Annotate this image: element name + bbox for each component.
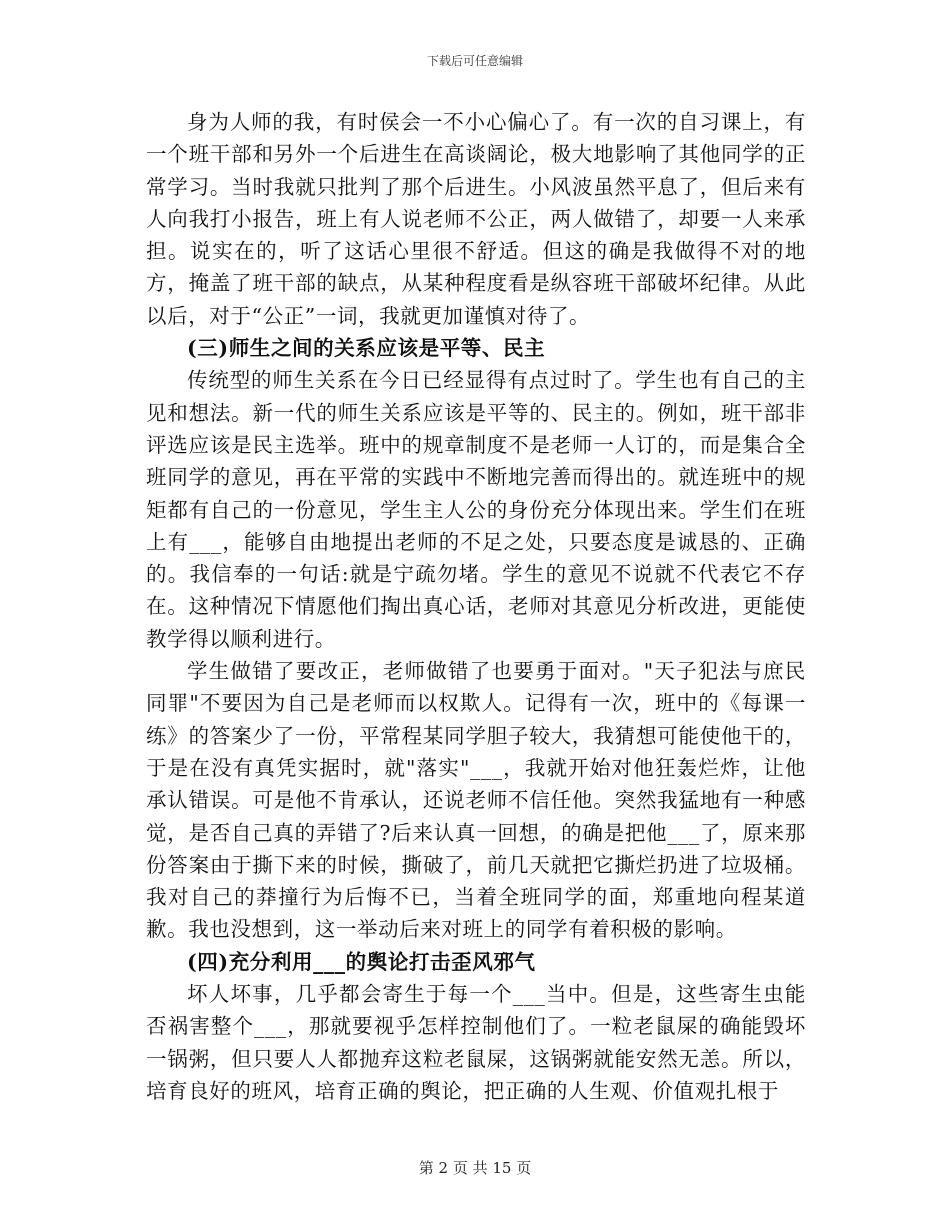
paragraph-teacher-apology: 学生做错了要改正，老师做错了也要勇于面对。"天子犯法与庶民同罪"不要因为自己是老师而以权欺人。记得有一次，班中的《每课一练》的答案少了一份，平常程某同学胆子较大，我猜想可能使他干的，于是在没有真凭实据时，就"落实"___，我就开始对他狂轰烂炸，让他承认错误。可是他不肯承认，还说老师不信任他。突然我猛地有一种感觉，是否自己真的弄错了?后来认真一回想，的确是把他___了，原来那份答案由于撕下来的时候，撕破了，前几天就把它撕烂扔进了垃圾桶。我对自己的莽撞行为后悔不已，当着全班同学的面，郑重地向程某道歉。我也没想到，这一举动后来对班上的同学有着积极的影响。 xyxy=(146,659,806,942)
page-header: 下载后可任意编辑 xyxy=(426,54,523,68)
paragraph-equality: 传统型的师生关系在今日已经显得有点过时了。学生也有自己的主见和想法。新一代的师生关系应该是平等的、民主的。例如，班干部非评选应该是民主选举。班中的规章制度不是老师一人订的，而是集合全班同学的意见，再在平常的实践中不断地完善而得出的。就连班中的规矩都有自己的一份意见，学生主人公的身份充分体现出来。学生们在班上有___，能够自由地提出老师的不足之处，只要态度是诚恳的、正确的。我信奉的一句话:就是宁疏勿堵。学生的意见不说就不代表它不存在。这种情况下情愿他们掏出真心话，老师对其意见分析改进，更能使教学得以顺利进行。 xyxy=(146,368,806,651)
document-body xyxy=(146,106,806,1107)
page-number-footer: 第 2 页 共 15 页 xyxy=(418,1159,532,1177)
paragraph-bias-story: 身为人师的我，有时侯会一不小心偏心了。有一次的自习课上，有一个班干部和另外一个后进生在高谈阔论，极大地影响了其他同学的正常学习。当时我就只批判了那个后进生。小风波虽然平息了，但后来有人向我打小报告，班上有人说老师不公正，两人做错了，却要一人来承担。说实在的，听了这话心里很不舒适。但这的确是我做得不对的地方，掩盖了班干部的缺点，从某种程度看是纵容班干部破坏纪律。从此以后，对于“公正”一词，我就更加谨慎对待了。 xyxy=(146,110,806,328)
section-heading-3: (三)师生之间的关系应该是平等、民主 xyxy=(187,336,546,361)
paragraph-public-opinion: 坏人坏事，几乎都会寄生于每一个___当中。但是，这些寄生虫能否祸害整个___，那就要视乎怎样控制他们了。一粒老鼠屎的确能毁坏一锅粥，但只要人人都抛弃这粒老鼠屎，这锅粥就能安然无恙。所以，培育良好的班风，培育正确的舆论，把正确的人生观、价值观扎根于 xyxy=(146,982,806,1103)
section-heading-4: (四)充分利用___的舆论打击歪风邪气 xyxy=(187,949,536,974)
